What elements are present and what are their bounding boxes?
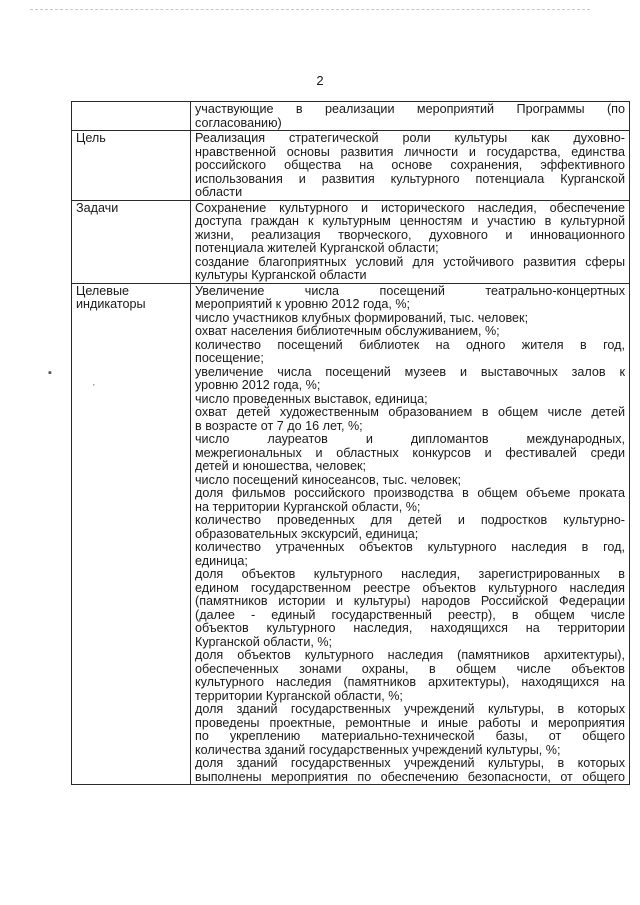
program-passport-table — [71, 101, 630, 785]
value-line: единица; — [195, 553, 248, 568]
passport-row-label — [72, 200, 191, 283]
value-line: доля зданий государственных учреждений культуры, в которых — [195, 757, 625, 770]
passport-row-value — [191, 131, 630, 201]
value-line: российского общества на основе сохранения, эффективного — [195, 159, 625, 172]
value-line: межрегиональных и областных конкурсов и фестивалей среди — [195, 446, 625, 460]
passport-row-label — [72, 102, 191, 131]
page-number: 2 — [316, 73, 324, 88]
value-line: жизни, реализация творческого, духовного и инновационного — [195, 228, 625, 242]
passport-row — [72, 102, 630, 131]
value-line: количество проведенных для детей и подростков культурно- — [195, 514, 625, 527]
passport-row — [72, 283, 630, 785]
passport-row-value — [191, 200, 630, 283]
passport-row-label — [72, 131, 191, 201]
value-line: число проведенных выставок, единица; — [195, 391, 428, 406]
value-line: количество посещений библиотек на одного жителя в год, — [195, 338, 625, 352]
value-line: едином государственном реестре объектов культурного наследия — [195, 581, 625, 595]
value-line: мероприятий к уровню 2012 года, %; — [195, 297, 411, 311]
value-line: охват детей художественным образованием в общем числе детей — [195, 406, 625, 419]
label-line: Целевые — [76, 283, 130, 298]
value-line: культуры Курганской области — [195, 268, 367, 282]
value-line: создание благоприятных условий для устойчивого развития сферы — [195, 255, 625, 269]
value-line: охват населения библиотечным обслуживанием, %; — [195, 324, 500, 338]
label-line: индикаторы — [76, 297, 146, 311]
passport-table-body — [72, 102, 630, 785]
value-line: по укреплению материально-технической базы, от общего — [195, 730, 625, 743]
value-line: нравственной основы развития личности и государства, единства — [195, 145, 625, 159]
value-line: число лауреатов и дипломантов международных, — [195, 433, 625, 446]
value-line: доля объектов культурного наследия, зарегистрированных в — [195, 568, 625, 581]
passport-row-value — [191, 283, 630, 785]
value-line: согласованию) — [195, 115, 282, 130]
value-line: Увеличение числа посещений театрально-концертных — [195, 284, 625, 298]
value-line: проведены проектные, ремонтные и иные работы и мероприятия — [195, 716, 625, 730]
value-line: обеспеченных зонами охраны, в общем числе объектов — [195, 662, 625, 676]
value-line: увеличение числа посещений музеев и выставочных залов к — [195, 365, 625, 379]
value-line: объектов культурного наследия, находящихся на территории — [195, 622, 625, 635]
value-line: посещение; — [195, 351, 264, 365]
label-line: Задачи — [76, 200, 119, 215]
value-line: потенциала жителей Курганской области; — [195, 241, 439, 255]
value-line: число участников клубных формирований, тыс. человек; — [195, 310, 529, 325]
value-line: число посещений киносеансов, тыс. человек; — [195, 472, 461, 487]
passport-row-label — [72, 283, 191, 785]
label-line: Цель — [76, 131, 106, 145]
value-line: доступа граждан к культурным ценностям и участию в культурной — [195, 215, 625, 228]
value-line: на территории Курганской области, %; — [195, 499, 421, 514]
scan-artifact-line — [30, 9, 590, 10]
value-line: Сохранение культурного и исторического наследия, обеспечение — [195, 201, 625, 215]
value-line: в возрасте от 7 до 16 лет, %; — [195, 418, 363, 433]
value-line: доля зданий государственных учреждений культуры, в которых — [195, 703, 625, 716]
value-line: количество утраченных объектов культурного наследия в год, — [195, 541, 625, 554]
passport-row-value — [191, 102, 630, 131]
value-line: участвующие в реализации мероприятий Программы (по — [195, 103, 625, 116]
passport-row — [72, 131, 630, 201]
value-line: Курганской области, %; — [195, 634, 333, 649]
value-line: культурного наследия (памятников архитектуры), находящихся на — [195, 676, 625, 689]
scan-speck: ▪ — [48, 367, 52, 379]
value-line: образовательных экскурсий, единица; — [195, 526, 419, 541]
passport-row — [72, 200, 630, 283]
value-line: доля объектов культурного наследия (памятников архитектуры), — [195, 649, 625, 662]
value-line: выполнены мероприятия по обеспечению безопасности, от общего — [195, 770, 625, 784]
value-line: использования и развития культурного потенциала Курганской — [195, 172, 625, 186]
value-line: области — [195, 185, 243, 199]
scan-speck: · — [92, 379, 96, 391]
value-line: количества зданий государственных учреждений культуры, %; — [195, 742, 561, 757]
value-line: уровню 2012 года, %; — [195, 378, 321, 392]
value-line: (далее - единый государственный реестр), в общем числе — [195, 608, 625, 622]
value-line: (памятников истории и культуры) народов Российской Федерации — [195, 595, 625, 608]
value-line: доля фильмов российского производства в общем объеме проката — [195, 487, 625, 500]
value-line: территории Курганской области, %; — [195, 688, 403, 703]
value-line: Реализация стратегической роли культуры как духовно- — [195, 132, 625, 145]
value-line: детей и юношества, человек; — [195, 459, 366, 473]
